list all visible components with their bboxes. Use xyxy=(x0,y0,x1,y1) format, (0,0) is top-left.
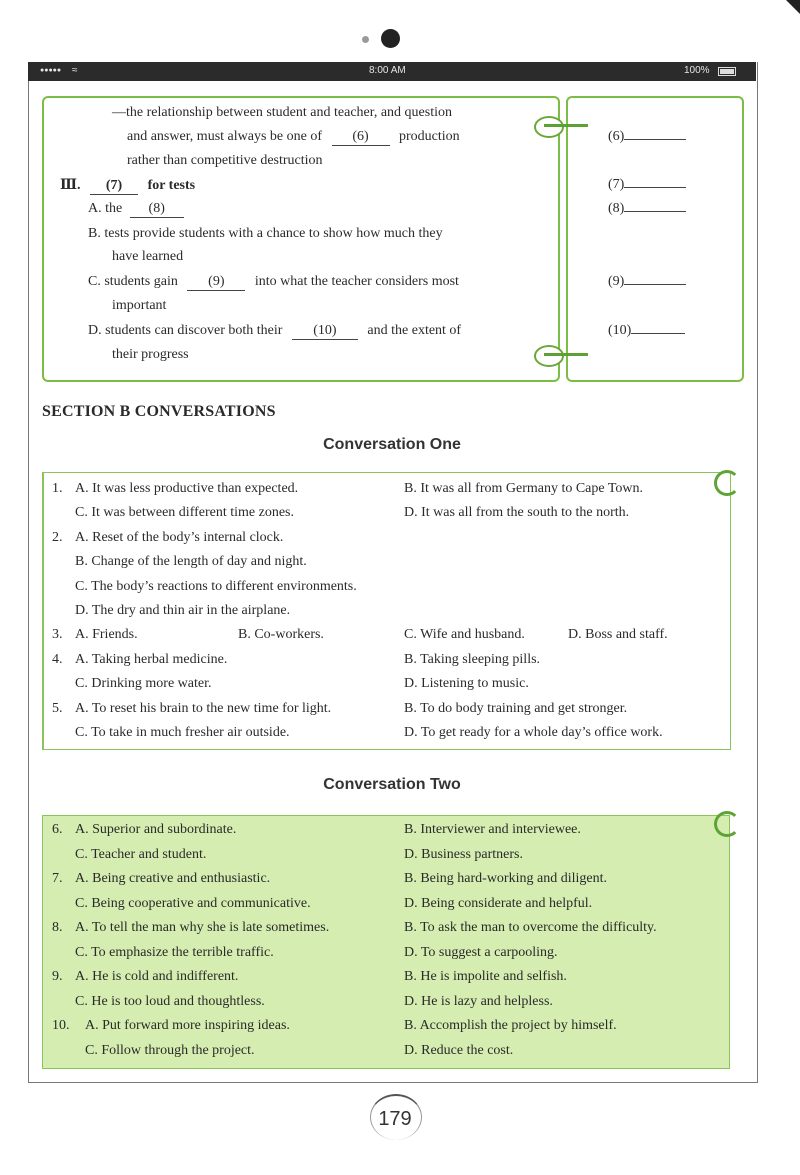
outline-line: and answer, must always be one of (6) production xyxy=(127,129,460,144)
clock-text: 8:00 AM xyxy=(369,65,406,76)
corner-mark xyxy=(786,0,800,14)
conv1-option[interactable]: B. Taking sleeping pills. xyxy=(404,651,541,667)
answer-line-9[interactable]: (9) xyxy=(608,274,686,290)
conv1-option[interactable]: A. It was less productive than expected. xyxy=(75,481,299,496)
signal-icon: ●●●●● xyxy=(40,67,62,74)
conv1-option[interactable]: B. Co-workers. xyxy=(238,627,324,643)
conv1-option[interactable]: A. Taking herbal medicine. xyxy=(75,651,228,667)
conv2-option[interactable]: C. Follow through the project. xyxy=(85,1042,255,1058)
sensor-dot xyxy=(362,36,369,43)
answer-line-10[interactable]: (10) xyxy=(608,323,685,339)
conv2-question-number: 10. xyxy=(52,1018,70,1033)
conv2-option[interactable]: D. Business partners. xyxy=(404,846,523,862)
outline-line: A. the (8) xyxy=(88,201,188,218)
conv2-option[interactable]: D. Reduce the cost. xyxy=(404,1042,514,1058)
conv1-option[interactable]: D. It was all from the south to the north. xyxy=(404,505,630,521)
conv1-option[interactable]: A. Friends. xyxy=(75,627,138,643)
swirl-icon xyxy=(714,470,740,496)
wifi-icon: ≈ xyxy=(72,65,78,76)
conv2-question-number: 6. xyxy=(52,822,63,837)
conv1-option[interactable]: A. Reset of the body’s internal clock. xyxy=(75,529,284,545)
conv1-option[interactable]: C. To take in much fresher air outside. xyxy=(75,725,290,740)
conv2-question-number: 8. xyxy=(52,920,63,935)
outline-line: B. tests provide students with a chance to show how much they xyxy=(88,226,443,241)
conv2-option[interactable]: B. He is impolite and selfish. xyxy=(404,969,567,984)
conv1-option[interactable]: C. Wife and husband. xyxy=(404,627,525,643)
answer-line-8[interactable]: (8) xyxy=(608,201,686,217)
conv1-option[interactable]: B. To do body training and get stronger. xyxy=(404,700,628,716)
conv2-option[interactable]: B. Interviewer and interviewee. xyxy=(404,822,581,837)
outline-line: have learned xyxy=(112,249,184,264)
conversation-one-title: Conversation One xyxy=(323,436,461,453)
battery-text: 100% xyxy=(684,65,710,76)
conv2-option[interactable]: B. Accomplish the project by himself. xyxy=(404,1018,617,1033)
outline-line: important xyxy=(112,298,167,313)
conv2-option[interactable]: D. To suggest a carpooling. xyxy=(404,944,558,960)
conv2-option[interactable]: A. Being creative and enthusiastic. xyxy=(75,871,271,886)
conv1-question-number: 1. xyxy=(52,481,63,496)
binder-bar-bottom xyxy=(544,353,588,356)
conv1-option[interactable]: D. To get ready for a whole day’s office work. xyxy=(404,725,663,740)
answer-line-7[interactable]: (7) xyxy=(608,177,686,193)
conversation-two-title: Conversation Two xyxy=(323,776,461,793)
conv2-option[interactable]: C. To emphasize the terrible traffic. xyxy=(75,944,274,960)
outline-line: rather than competitive destruction xyxy=(127,153,323,168)
conv2-option[interactable]: C. Teacher and student. xyxy=(75,846,207,862)
blank-8: (8) xyxy=(130,201,184,218)
conv2-option[interactable]: C. He is too loud and thoughtless. xyxy=(75,993,265,1009)
page-number: 179 xyxy=(378,1108,412,1130)
conv1-option[interactable]: D. Boss and staff. xyxy=(568,627,668,643)
conv1-option[interactable]: C. The body’s reactions to different environments. xyxy=(75,578,357,594)
conv2-option[interactable]: A. To tell the man why she is late sometimes. xyxy=(75,920,330,935)
status-bar xyxy=(28,62,756,81)
battery-icon xyxy=(718,67,736,76)
conv2-option[interactable]: A. He is cold and indifferent. xyxy=(75,969,239,984)
conv1-option[interactable]: D. The dry and thin air in the airplane. xyxy=(75,603,291,618)
blank-7: (7) xyxy=(90,178,138,195)
binder-bar-top xyxy=(544,124,588,127)
binder-ring-top xyxy=(534,116,564,138)
blank-9: (9) xyxy=(187,274,245,291)
conv2-option[interactable]: A. Put forward more inspiring ideas. xyxy=(85,1018,290,1033)
conv1-question-number: 3. xyxy=(52,627,63,643)
conv1-option[interactable]: C. Drinking more water. xyxy=(75,676,212,692)
conv2-question-number: 9. xyxy=(52,969,63,984)
conv2-option[interactable]: D. Being considerate and helpful. xyxy=(404,895,593,911)
outline-line: —the relationship between student and teacher, and question xyxy=(112,105,452,120)
outline-line: D. students can discover both their (10) and the extent of xyxy=(88,323,462,338)
conv2-option[interactable]: B. To ask the man to overcome the difficulty. xyxy=(404,920,657,935)
camera-dot xyxy=(381,29,400,48)
binder-ring-bottom xyxy=(534,345,564,367)
outline-line: C. students gain (9) into what the teacher considers most xyxy=(88,274,459,289)
conv2-option[interactable]: A. Superior and subordinate. xyxy=(75,822,237,837)
conv1-question-number: 5. xyxy=(52,700,63,716)
conv1-option[interactable]: A. To reset his brain to the new time for light. xyxy=(75,700,332,716)
blank-10: (10) xyxy=(292,323,358,340)
blank-6: (6) xyxy=(332,129,390,146)
conv2-option[interactable]: B. Being hard-working and diligent. xyxy=(404,871,607,886)
conv1-option[interactable]: C. It was between different time zones. xyxy=(75,505,295,521)
section-title: SECTION B CONVERSATIONS xyxy=(42,403,276,420)
outline-heading: Ⅲ. (7) for tests xyxy=(60,178,196,193)
answer-line-6[interactable]: (6) xyxy=(608,129,686,145)
conv1-option[interactable]: B. It was all from Germany to Cape Town. xyxy=(404,481,644,496)
conv1-question-number: 2. xyxy=(52,529,63,545)
conv1-question-number: 4. xyxy=(52,651,63,667)
conv1-option[interactable]: D. Listening to music. xyxy=(404,676,529,692)
conv1-option[interactable]: B. Change of the length of day and night. xyxy=(75,554,307,570)
conv2-question-number: 7. xyxy=(52,871,63,886)
conv2-option[interactable]: D. He is lazy and helpless. xyxy=(404,993,553,1009)
outline-line: their progress xyxy=(112,347,189,362)
swirl-icon xyxy=(714,811,740,837)
conv2-option[interactable]: C. Being cooperative and communicative. xyxy=(75,895,311,911)
